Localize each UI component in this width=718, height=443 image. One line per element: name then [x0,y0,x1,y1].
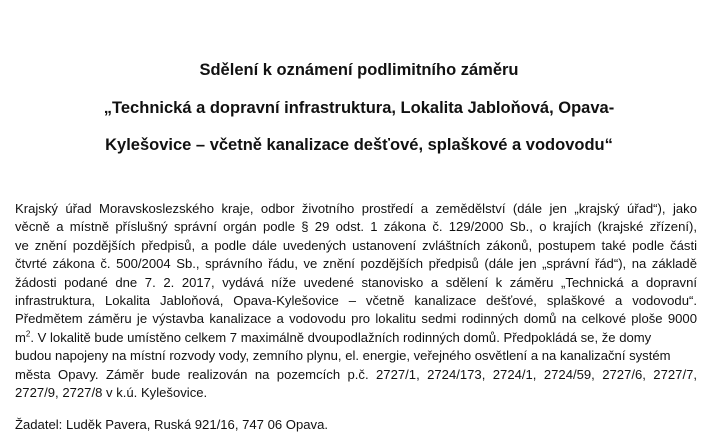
project-name-line-1: „Technická a dopravní infrastruktura, Lokalita Jabloňová, Opava- [103,99,615,117]
body-line: infrastruktura, Lokalita Jabloňová, Opava-Kylešovice – včetně kanalizace dešťové, splaškové a vodovodu“. [15,292,697,308]
body-line: ve znění pozdějších předpisů, a podle dále uvedených ustanovení zvláštních zákonů, postupem také podle části [15,237,697,253]
body-line-with-superscript [15,329,697,347]
body-line: budou napojeny na místní rozvody vody, zemního plynu, el. energie, veřejného osvětlení a na kanalizační systém [15,348,671,364]
body-line: čtvrté zákona č. 500/2004 Sb., správního řádu, ve znění pozdějších předpisů (dále jen „správní řád“), na základě [15,256,697,272]
applicant-line: Žadatel: Luděk Pavera, Ruská 921/16, 747 06 Opava. [15,417,329,432]
body-line: věcně a místně příslušný správní orgán podle § 29 odst. 1 zákona č. 129/2000 Sb., o krajích (krajské zřízení), [15,219,697,235]
body-paragraph [15,200,697,402]
body-line: Předmětem záměru je výstavba kanalizace a vodovodu pro lokalitu sedmi rodinných domů na celkové ploše 9000 [15,311,697,327]
area-unit-superscript: 2 [25,329,31,339]
project-name-line-2: Kylešovice – včetně kanalizace dešťové, splaškové a vodovodu“ [105,136,613,154]
area-unit: m [15,329,26,345]
document-title: Sdělení k oznámení podlimitního záměru [199,61,519,79]
body-line: žádosti podané dne 7. 2. 2017, vydává níže uvedené stanovisko a sdělení k záměru „Technická a dopravní [15,274,697,290]
body-line: města Opavy. Záměr bude realizován na pozemcích p.č. 2727/1, 2724/173, 2724/1, 2724/59, 2727/6, 2727/7, [15,366,697,382]
body-line: Krajský úřad Moravskoslezského kraje, odbor životního prostředí a zemědělství (dále jen „krajský úřad“), jako [15,201,697,216]
body-line: 2727/9, 2727/8 v k.ú. Kylešovice. [15,384,208,400]
body-line-rest: . V lokalitě bude umístěno celkem 7 maximálně dvoupodlažních rodinných domů. Předpokládá se, že domy [30,329,652,345]
